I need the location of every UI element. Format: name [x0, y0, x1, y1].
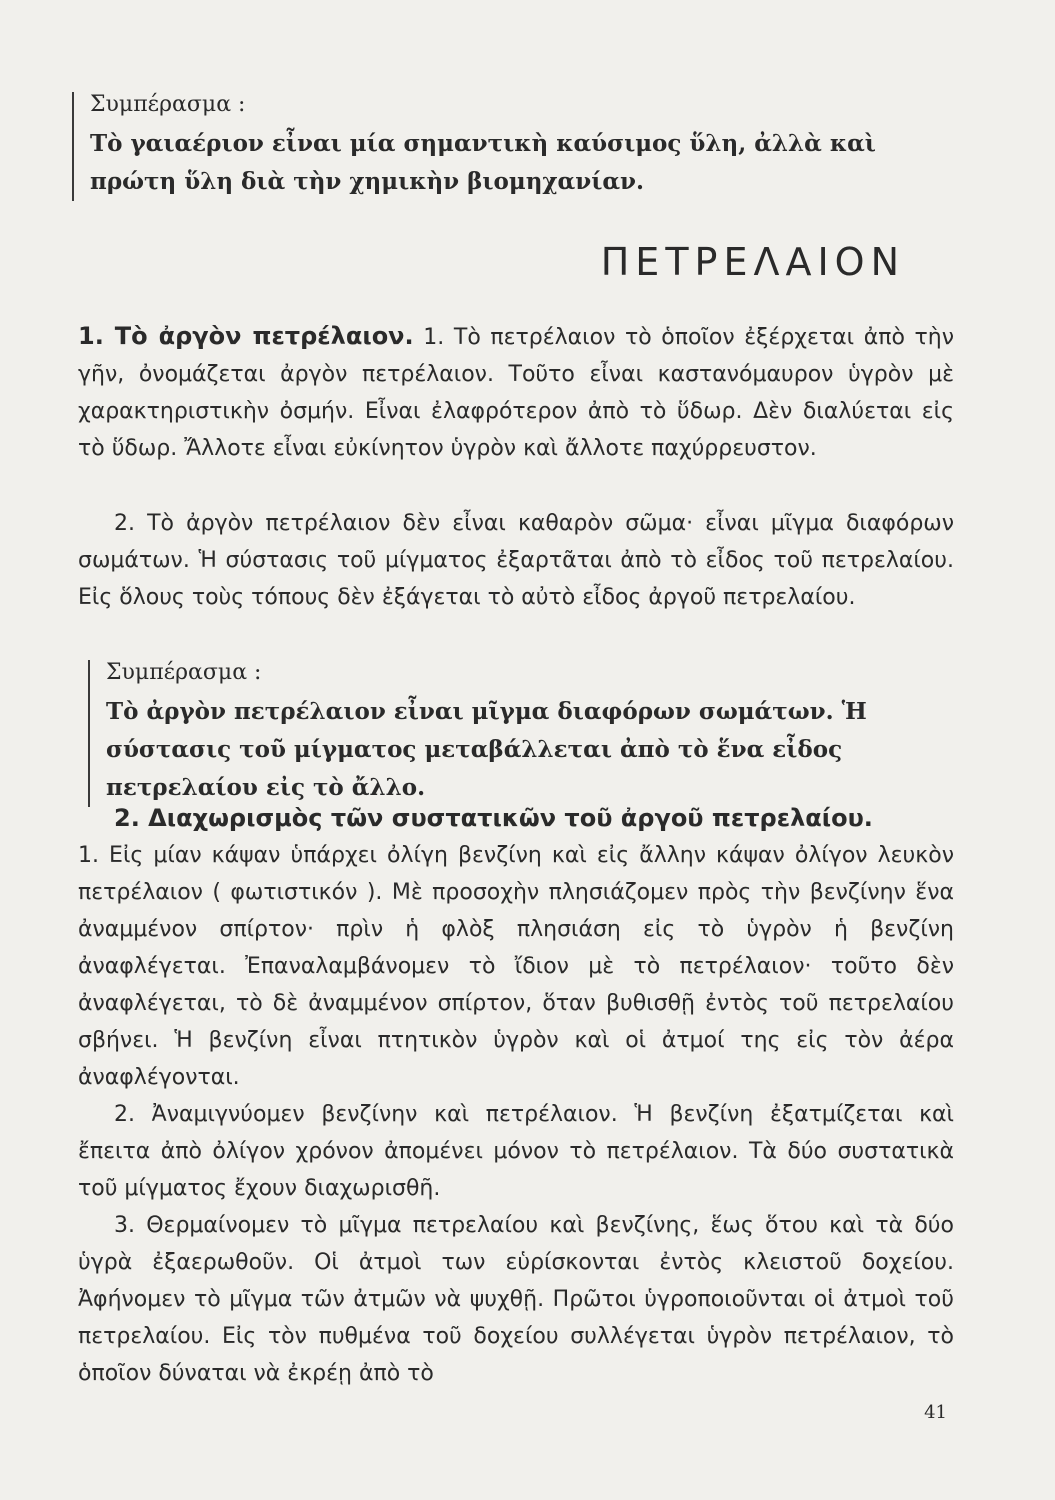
section-1-para-1-text: 1. Τὸ πετρέλαιον τὸ ὁποῖον ἐξέρχεται ἀπὸ τὴν γῆν, ὀνομάζεται ἀργὸν πετρέλαιον. Τοῦτο εἶναι καστανόμαυρον ὑγρὸν μὲ χαρακτηριστικὴν ὀσμήν. Εἶναι ἐλαφρότερον ἀπὸ τὸ ὕδωρ. Δὲν διαλύεται εἰς τὸ ὕδωρ. Ἄλλοτε εἶναι εὐκίνητον ὑγρὸν καὶ ἄλλοτε παχύρρευστον. [78, 325, 954, 461]
section-1-para-1 [78, 318, 954, 467]
conclusion-text: Τὸ γαιαέριον εἶναι μία σημαντικὴ καύσιμος ὕλη, ἀλλὰ καὶ πρώτη ὕλη διὰ τὴν χημικὴν βιομηχανίαν. [90, 130, 876, 195]
section-1 [78, 318, 954, 467]
conclusion-label: Συμπέρασμα : [106, 660, 262, 685]
section-1-heading: 1. Τὸ ἀργὸν πετρέλαιον. [78, 322, 414, 350]
conclusion-box-2 [88, 660, 966, 807]
chapter-title: ΠΕΤΡΕΛΑΙΟΝ [600, 240, 905, 284]
conclusion-label: Συμπέρασμα : [90, 92, 246, 117]
section-2-para-3: 3. Θερμαίνομεν τὸ μῖγμα πετρελαίου καὶ βενζίνης, ἕως ὅτου καὶ τὰ δύο ὑγρὰ ἐξαερωθοῦν. Οἱ ἀτμοὶ των εὑρίσκονται ἐντὸς κλειστοῦ δοχείου. Ἀφήνομεν τὸ μῖγμα τῶν ἀτμῶν νὰ ψυχθῇ. Πρῶτοι ὑγροποιοῦνται οἱ ἀτμοὶ τοῦ πετρελαίου. Εἰς τὸν πυθμένα τοῦ δοχείου συλλέγεται ὑγρὸν πετρέλαιον, τὸ ὁποῖον δύναται νὰ ἐκρέῃ ἀπὸ τὸ [78, 1213, 954, 1386]
section-2-heading: 2. Διαχωρισμὸς τῶν συστατικῶν τοῦ ἀργοῦ πετρελαίου. [114, 804, 873, 832]
conclusion-text: Τὸ ἀργὸν πετρέλαιον εἶναι μῖγμα διαφόρων σωμάτων. Ἡ σύστασις τοῦ μίγματος μεταβάλλεται ἀπὸ τὸ ἕνα εἶδος πετρελαίου εἰς τὸ ἄλλο. [106, 698, 867, 801]
section-2 [78, 800, 954, 1392]
section-1-continued [78, 505, 954, 616]
section-2-para-2: 2. Ἀναμιγνύομεν βενζίνην καὶ πετρέλαιον. Ἡ βενζίνη ἐξατμίζεται καὶ ἔπειτα ἀπὸ ὀλίγον χρόνον ἀπομένει μόνον τὸ πετρέλαιον. Τὰ δύο συστατικὰ τοῦ μίγματος ἔχουν διαχωρισθῆ. [78, 1102, 954, 1201]
section-2-para-1: 1. Εἰς μίαν κάψαν ὑπάρχει ὀλίγη βενζίνη καὶ εἰς ἄλλην κάψαν ὀλίγον λευκὸν πετρέλαιον ( φωτιστικόν ). Μὲ προσοχὴν πλησιάζομεν πρὸς τὴν βενζίνην ἕνα ἀναμμένον σπίρτον· πρὶν ἡ φλὸξ πλησιάση εἰς τὸ ὑγρὸν ἡ βενζίνη ἀναφλέγεται. Ἐπαναλαμβάνομεν τὸ ἴδιον μὲ τὸ πετρέλαιον· τοῦτο δὲν ἀναφλέγεται, τὸ δὲ ἀναμμένον σπίρτον, ὅταν βυθισθῇ ἐντὸς τοῦ πετρελαίου σβήνει. Ἡ βενζίνη εἶναι πτητικὸν ὑγρὸν καὶ οἱ ἀτμοί της εἰς τὸν ἀέρα ἀναφλέγονται. [78, 843, 954, 1090]
conclusion-box-1 [72, 92, 960, 201]
page-number: 41 [924, 1402, 947, 1423]
section-1-para-2: 2. Τὸ ἀργὸν πετρέλαιον δὲν εἶναι καθαρὸν σῶμα· εἶναι μῖγμα διαφόρων σωμάτων. Ἡ σύστασις τοῦ μίγματος ἐξαρτᾶται ἀπὸ τὸ εἶδος τοῦ πετρελαίου. Εἰς ὅλους τοὺς τόπους δὲν ἐξάγεται τὸ αὐτὸ εἶδος ἀργοῦ πετρελαίου. [78, 511, 954, 610]
